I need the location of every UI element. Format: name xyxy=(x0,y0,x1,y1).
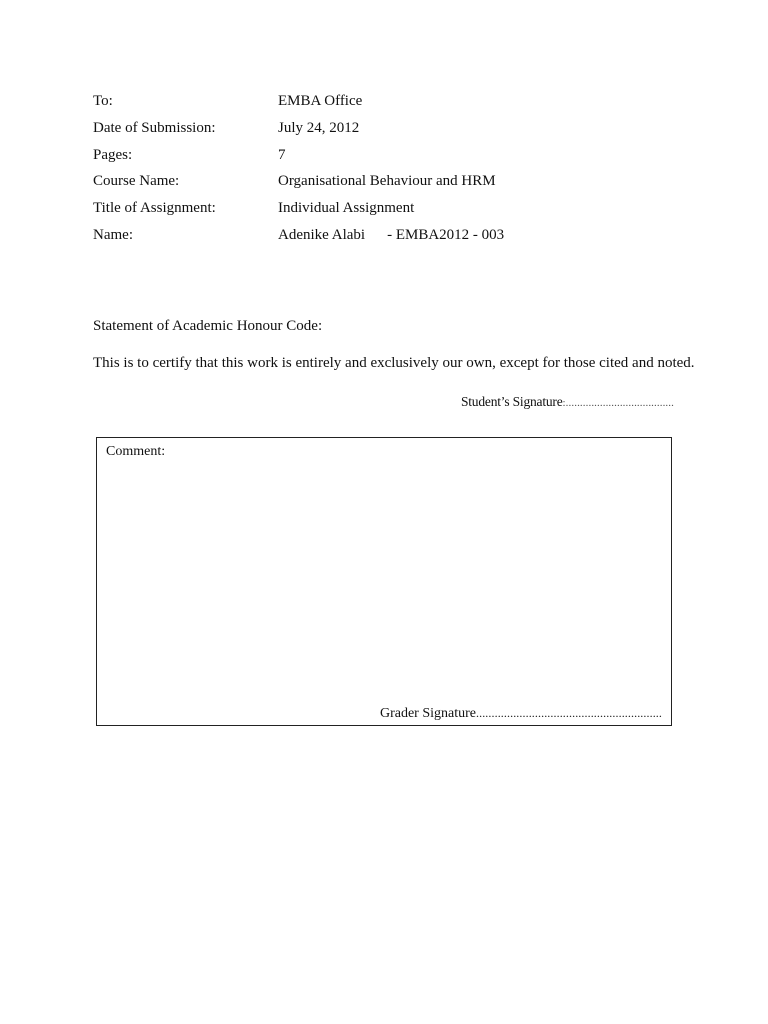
student-id: - EMBA2012 - 003 xyxy=(387,226,505,243)
course-value: Organisational Behaviour and HRM xyxy=(278,173,496,190)
comment-label: Comment: xyxy=(106,444,166,459)
assignment-title-value: Individual Assignment xyxy=(278,200,415,217)
name-label: Name: xyxy=(93,226,133,243)
info-row-name xyxy=(93,226,693,253)
student-signature-dots: :...................................... xyxy=(562,397,674,409)
to-label: To: xyxy=(93,93,113,109)
to-value: EMBA Office xyxy=(278,93,363,109)
date-value: July 24, 2012 xyxy=(278,119,360,136)
assignment-title-label: Title of Assignment: xyxy=(93,200,216,217)
name-value xyxy=(278,226,504,244)
grader-signature-line xyxy=(380,704,662,723)
student-signature-line xyxy=(461,393,674,412)
submission-info xyxy=(93,92,693,253)
date-label: Date of Submission: xyxy=(93,119,216,136)
student-name: Adenike Alabi xyxy=(278,226,366,243)
info-row-date xyxy=(93,119,693,146)
honour-code-heading: Statement of Academic Honour Code: xyxy=(93,318,323,334)
student-signature-label: Student’s Signature xyxy=(460,394,563,409)
info-row-course xyxy=(93,172,693,199)
pages-value: 7 xyxy=(278,146,286,163)
comment-box xyxy=(96,437,672,726)
info-row-title xyxy=(93,199,693,226)
grader-signature-dots: ............................................................ xyxy=(476,706,662,720)
course-label: Course Name: xyxy=(93,173,180,190)
grader-signature-label: Grader Signature xyxy=(379,706,476,721)
pages-label: Pages: xyxy=(93,146,133,163)
info-row-to xyxy=(93,92,693,119)
honour-code-statement: This is to certify that this work is entirely and exclusively our own, except for those cited and noted. xyxy=(93,355,695,371)
info-row-pages xyxy=(93,146,693,173)
